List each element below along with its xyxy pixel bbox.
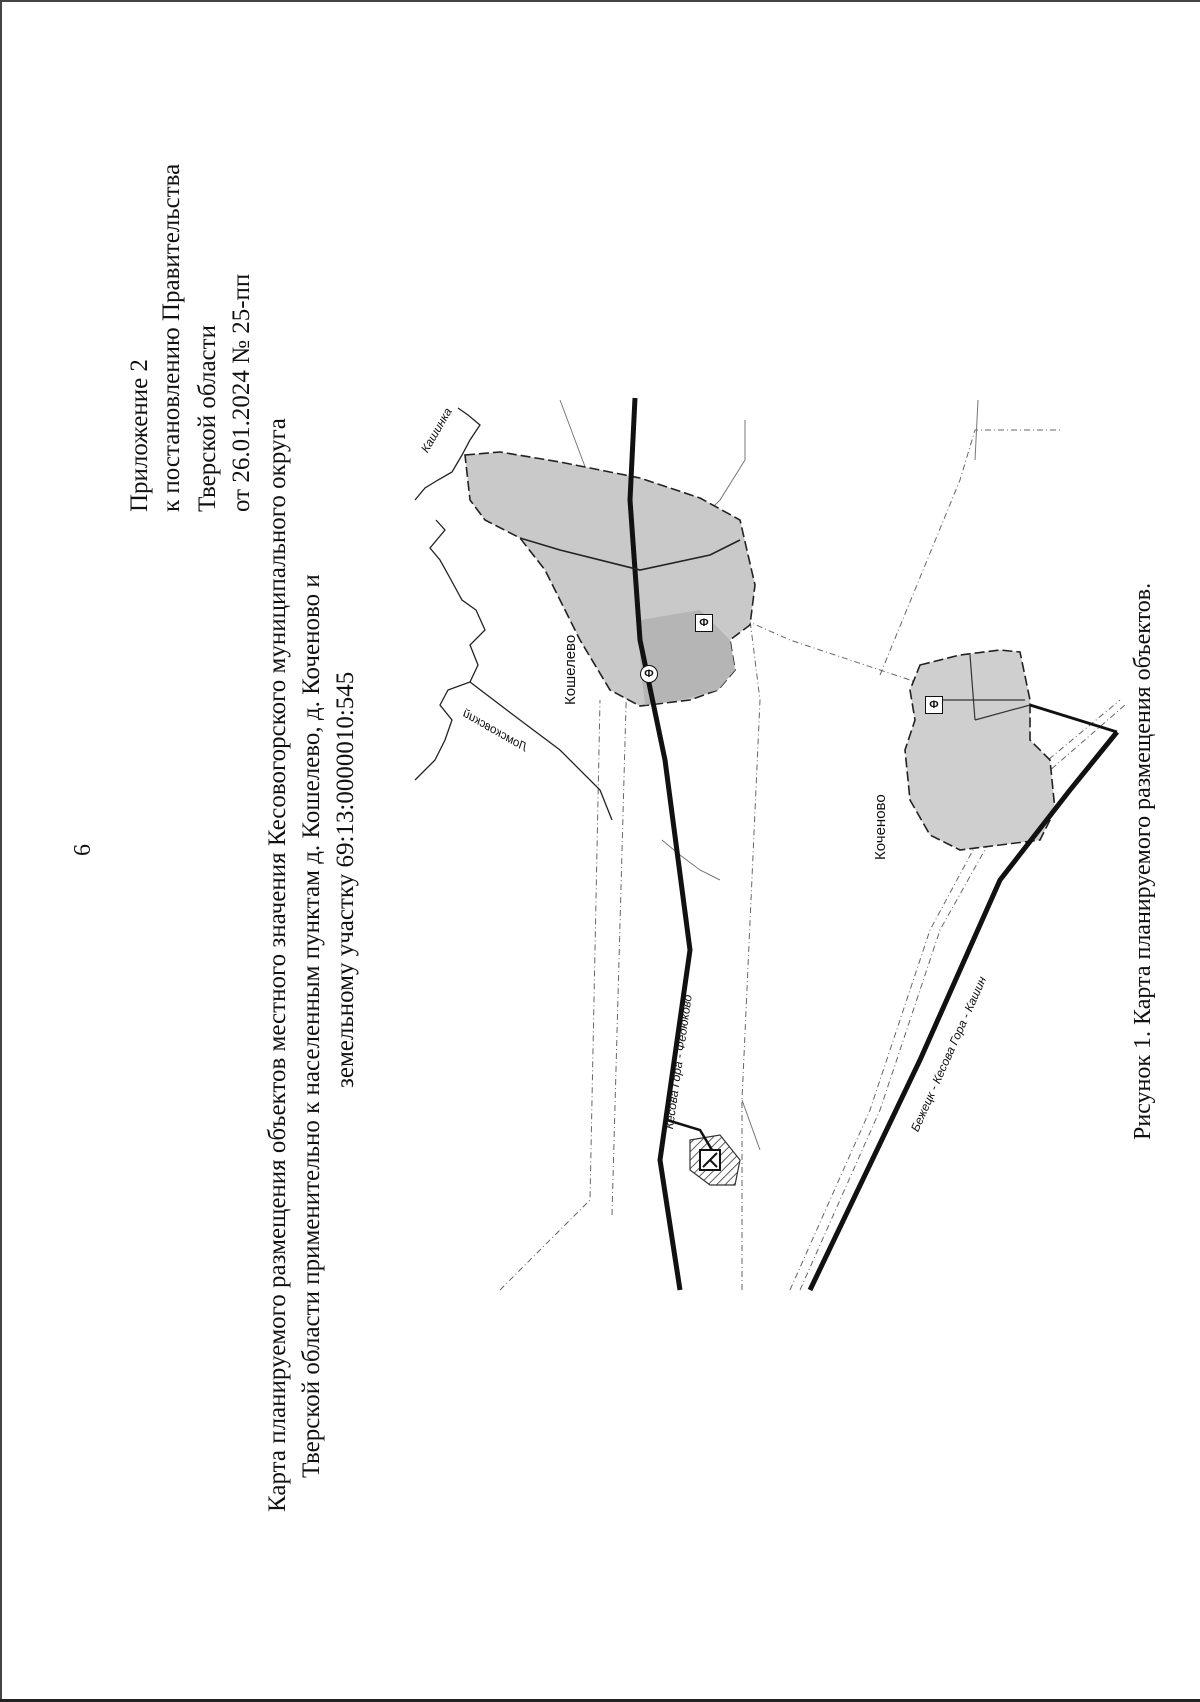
figure-caption: Рисунок 1. Карта планируемого размещения объектов. [1130,582,1156,1140]
marker-symbol: Ф [929,699,939,711]
label-koshelevo: Кошелево [562,634,579,705]
appendix-line-2: к постановлению Правительства [158,163,185,512]
title-line-1: Карта планируемого размещения объектов местного значения Кесовогорского муниципального округа [264,418,291,1512]
hatched-object [690,1135,740,1185]
title-line-3: земельному участку 69:13:0000010:545 [332,671,359,1088]
appendix-line-1: Приложение 2 [126,359,153,512]
settlement-kochenovo [905,650,1055,850]
title-line-2: Тверской области применительно к населенным пунктам д. Кошелево, д. Коченово и [298,574,325,1478]
page-number: 6 [70,844,96,856]
marker-koshelevo-2 [695,614,713,632]
label-kochenovo: Коченово [872,794,889,860]
settlement-koshelevo [465,452,755,706]
appendix-line-3: Тверской области [194,325,221,512]
road-branch-kochenovo [1030,705,1117,732]
marker-symbol: Ф [699,617,709,629]
marker-koshelevo-1 [640,665,658,683]
label-river-kashinka: Кашинка [418,405,455,455]
appendix-line-4: от 26.01.2024 № 25-пп [228,273,255,512]
marker-kochenovo [925,696,943,714]
label-river-lomskovskiy: Ломсковский [460,705,530,755]
label-road-kesova-fedyukovo: Кесова Гора - Федюково [662,993,695,1130]
marker-symbol: Ф [644,668,654,680]
label-road-bezhetsk-kesova-kashin: Бежецк - Кесова Гора - Кашин [908,974,990,1134]
